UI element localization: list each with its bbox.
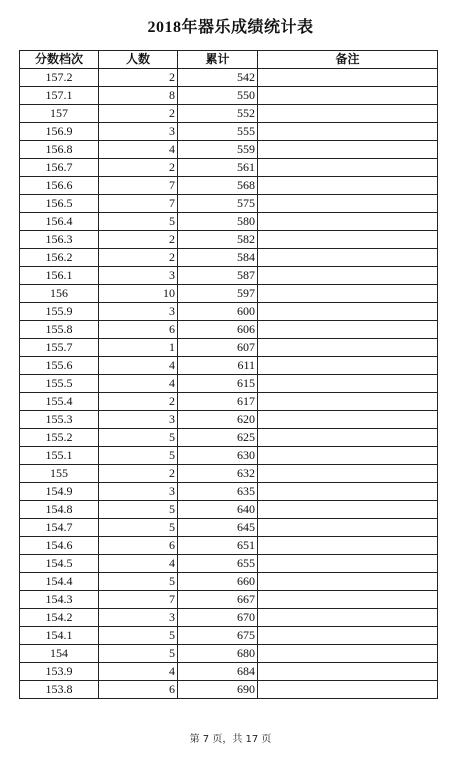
cell-cumulative: 655 — [178, 555, 258, 573]
cell-count: 1 — [99, 339, 178, 357]
cell-remarks — [258, 645, 438, 663]
cell-cumulative: 559 — [178, 141, 258, 159]
table-row — [20, 141, 438, 159]
header-count: 人数 — [99, 51, 178, 69]
cell-remarks — [258, 267, 438, 285]
cell-cumulative: 617 — [178, 393, 258, 411]
cell-remarks — [258, 501, 438, 519]
cell-cumulative: 555 — [178, 123, 258, 141]
cell-count: 2 — [99, 231, 178, 249]
cell-score-tier: 157 — [20, 105, 99, 123]
cell-count: 2 — [99, 393, 178, 411]
table-row — [20, 429, 438, 447]
cell-score-tier: 157.1 — [20, 87, 99, 105]
cell-cumulative: 651 — [178, 537, 258, 555]
cell-count: 3 — [99, 411, 178, 429]
cell-remarks — [258, 303, 438, 321]
table-row — [20, 663, 438, 681]
cell-count: 4 — [99, 357, 178, 375]
table-row — [20, 159, 438, 177]
cell-score-tier: 154.6 — [20, 537, 99, 555]
cell-cumulative: 597 — [178, 285, 258, 303]
table-row — [20, 411, 438, 429]
table-row — [20, 69, 438, 87]
cell-cumulative: 575 — [178, 195, 258, 213]
cell-score-tier: 156.3 — [20, 231, 99, 249]
cell-count: 5 — [99, 645, 178, 663]
table-row — [20, 339, 438, 357]
table-row — [20, 87, 438, 105]
table-row — [20, 249, 438, 267]
cell-score-tier: 155.3 — [20, 411, 99, 429]
cell-score-tier: 156 — [20, 285, 99, 303]
cell-score-tier: 155.4 — [20, 393, 99, 411]
cell-score-tier: 156.4 — [20, 213, 99, 231]
table-row — [20, 483, 438, 501]
table-header-row — [20, 51, 438, 69]
cell-cumulative: 670 — [178, 609, 258, 627]
cell-score-tier: 154.5 — [20, 555, 99, 573]
cell-cumulative: 615 — [178, 375, 258, 393]
table-row — [20, 519, 438, 537]
table-row — [20, 321, 438, 339]
cell-score-tier: 155.2 — [20, 429, 99, 447]
cell-count: 7 — [99, 195, 178, 213]
table-body — [20, 69, 438, 699]
cell-count: 2 — [99, 69, 178, 87]
cell-score-tier: 155.9 — [20, 303, 99, 321]
cell-remarks — [258, 393, 438, 411]
cell-score-tier: 156.2 — [20, 249, 99, 267]
cell-count: 2 — [99, 105, 178, 123]
table-row — [20, 177, 438, 195]
cell-remarks — [258, 555, 438, 573]
cell-cumulative: 607 — [178, 339, 258, 357]
cell-cumulative: 640 — [178, 501, 258, 519]
cell-cumulative: 584 — [178, 249, 258, 267]
cell-remarks — [258, 465, 438, 483]
cell-remarks — [258, 339, 438, 357]
cell-remarks — [258, 627, 438, 645]
cell-cumulative: 630 — [178, 447, 258, 465]
table-row — [20, 591, 438, 609]
cell-cumulative: 552 — [178, 105, 258, 123]
cell-count: 2 — [99, 465, 178, 483]
cell-count: 5 — [99, 627, 178, 645]
cell-cumulative: 600 — [178, 303, 258, 321]
cell-count: 6 — [99, 321, 178, 339]
cell-count: 6 — [99, 681, 178, 699]
cell-score-tier: 156.9 — [20, 123, 99, 141]
cell-score-tier: 155.7 — [20, 339, 99, 357]
cell-count: 5 — [99, 213, 178, 231]
cell-cumulative: 550 — [178, 87, 258, 105]
cell-remarks — [258, 483, 438, 501]
table-row — [20, 267, 438, 285]
cell-score-tier: 155.5 — [20, 375, 99, 393]
table-row — [20, 465, 438, 483]
cell-count: 3 — [99, 609, 178, 627]
table-row — [20, 555, 438, 573]
cell-score-tier: 153.9 — [20, 663, 99, 681]
cell-remarks — [258, 663, 438, 681]
cell-cumulative: 587 — [178, 267, 258, 285]
cell-remarks — [258, 375, 438, 393]
cell-remarks — [258, 321, 438, 339]
page-title: 2018年器乐成绩统计表 — [147, 19, 314, 36]
cell-score-tier: 156.6 — [20, 177, 99, 195]
cell-score-tier: 154.8 — [20, 501, 99, 519]
cell-count: 5 — [99, 501, 178, 519]
cell-remarks — [258, 213, 438, 231]
cell-remarks — [258, 195, 438, 213]
cell-score-tier: 155.1 — [20, 447, 99, 465]
cell-count: 4 — [99, 663, 178, 681]
cell-cumulative: 667 — [178, 591, 258, 609]
cell-remarks — [258, 681, 438, 699]
cell-count: 10 — [99, 285, 178, 303]
cell-score-tier: 154.2 — [20, 609, 99, 627]
cell-cumulative: 561 — [178, 159, 258, 177]
cell-remarks — [258, 249, 438, 267]
cell-cumulative: 582 — [178, 231, 258, 249]
table-row — [20, 231, 438, 249]
cell-remarks — [258, 159, 438, 177]
header-cumulative: 累计 — [178, 51, 258, 69]
cell-score-tier: 154 — [20, 645, 99, 663]
cell-score-tier: 155 — [20, 465, 99, 483]
table-row — [20, 645, 438, 663]
table-row — [20, 303, 438, 321]
cell-count: 2 — [99, 249, 178, 267]
cell-score-tier: 154.3 — [20, 591, 99, 609]
cell-count: 5 — [99, 519, 178, 537]
table-row — [20, 573, 438, 591]
table-row — [20, 501, 438, 519]
cell-count: 3 — [99, 483, 178, 501]
cell-remarks — [258, 123, 438, 141]
table-row — [20, 609, 438, 627]
cell-count: 3 — [99, 123, 178, 141]
table-row — [20, 357, 438, 375]
cell-remarks — [258, 357, 438, 375]
cell-count: 5 — [99, 447, 178, 465]
cell-count: 7 — [99, 591, 178, 609]
table-row — [20, 285, 438, 303]
cell-count: 4 — [99, 555, 178, 573]
cell-cumulative: 580 — [178, 213, 258, 231]
cell-cumulative: 660 — [178, 573, 258, 591]
cell-remarks — [258, 105, 438, 123]
header-score-tier: 分数档次 — [20, 51, 99, 69]
cell-count: 5 — [99, 573, 178, 591]
cell-cumulative: 635 — [178, 483, 258, 501]
score-table — [19, 50, 438, 699]
cell-count: 2 — [99, 159, 178, 177]
table-row — [20, 393, 438, 411]
cell-cumulative: 625 — [178, 429, 258, 447]
table-row — [20, 195, 438, 213]
cell-remarks — [258, 573, 438, 591]
cell-score-tier: 156.1 — [20, 267, 99, 285]
cell-score-tier: 157.2 — [20, 69, 99, 87]
cell-remarks — [258, 591, 438, 609]
cell-cumulative: 680 — [178, 645, 258, 663]
cell-count: 4 — [99, 375, 178, 393]
cell-cumulative: 568 — [178, 177, 258, 195]
cell-cumulative: 690 — [178, 681, 258, 699]
cell-cumulative: 542 — [178, 69, 258, 87]
cell-count: 6 — [99, 537, 178, 555]
cell-cumulative: 620 — [178, 411, 258, 429]
cell-cumulative: 645 — [178, 519, 258, 537]
cell-remarks — [258, 231, 438, 249]
cell-score-tier: 154.1 — [20, 627, 99, 645]
cell-cumulative: 632 — [178, 465, 258, 483]
cell-count: 3 — [99, 303, 178, 321]
table-row — [20, 681, 438, 699]
cell-count: 8 — [99, 87, 178, 105]
cell-remarks — [258, 141, 438, 159]
cell-score-tier: 154.4 — [20, 573, 99, 591]
table-row — [20, 213, 438, 231]
cell-cumulative: 611 — [178, 357, 258, 375]
cell-remarks — [258, 411, 438, 429]
cell-cumulative: 606 — [178, 321, 258, 339]
cell-score-tier: 155.8 — [20, 321, 99, 339]
cell-score-tier: 155.6 — [20, 357, 99, 375]
cell-remarks — [258, 87, 438, 105]
cell-score-tier: 154.9 — [20, 483, 99, 501]
table-row — [20, 627, 438, 645]
cell-remarks — [258, 519, 438, 537]
cell-count: 3 — [99, 267, 178, 285]
cell-remarks — [258, 609, 438, 627]
table-row — [20, 123, 438, 141]
table-row — [20, 537, 438, 555]
table-row — [20, 375, 438, 393]
cell-score-tier: 156.7 — [20, 159, 99, 177]
header-remarks: 备注 — [258, 51, 438, 69]
cell-count: 4 — [99, 141, 178, 159]
page-footer: 第 7 页，共 17 页 — [189, 734, 272, 745]
cell-remarks — [258, 537, 438, 555]
cell-remarks — [258, 285, 438, 303]
table-row — [20, 105, 438, 123]
cell-cumulative: 684 — [178, 663, 258, 681]
cell-remarks — [258, 429, 438, 447]
cell-score-tier: 153.8 — [20, 681, 99, 699]
cell-score-tier: 156.8 — [20, 141, 99, 159]
cell-cumulative: 675 — [178, 627, 258, 645]
cell-remarks — [258, 177, 438, 195]
cell-remarks — [258, 447, 438, 465]
cell-count: 5 — [99, 429, 178, 447]
cell-remarks — [258, 69, 438, 87]
cell-score-tier: 154.7 — [20, 519, 99, 537]
table-row — [20, 447, 438, 465]
cell-count: 7 — [99, 177, 178, 195]
cell-score-tier: 156.5 — [20, 195, 99, 213]
